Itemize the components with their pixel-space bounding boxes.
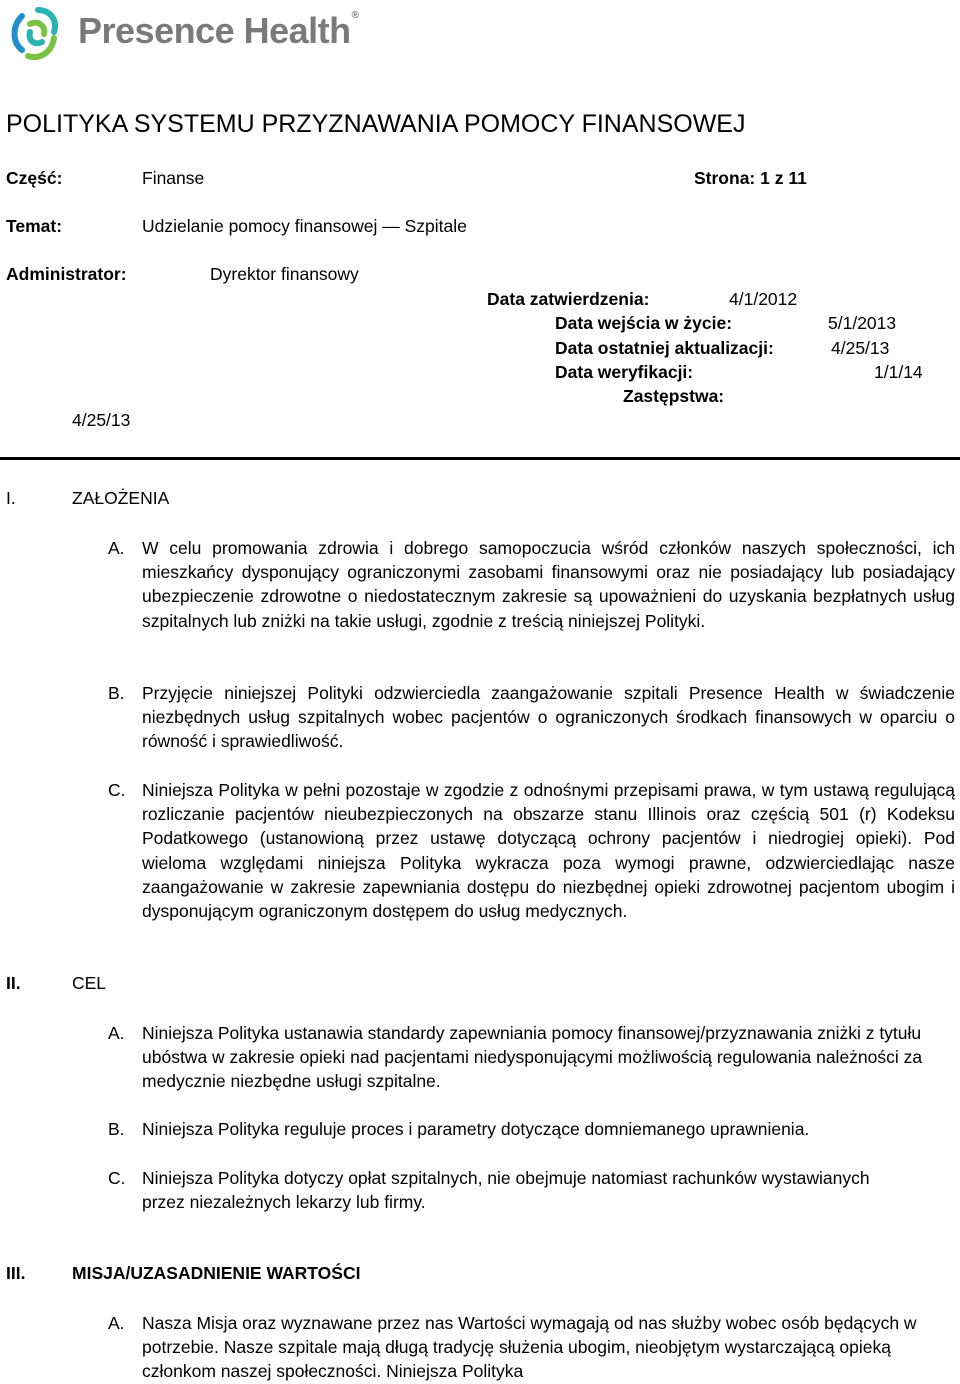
section-1-item-b (108, 681, 955, 754)
admin-value: Dyrektor finansowy (210, 264, 359, 284)
item-letter: C. (108, 1168, 126, 1188)
effective-date-value: 5/1/2013 (828, 313, 897, 333)
section-3-heading: MISJA/UZASADNIENIE WARTOŚCI (72, 1263, 361, 1283)
supersedes-value: 4/25/13 (72, 410, 131, 430)
part-value: Finanse (142, 168, 205, 188)
page-indicator: Strona: 1 z 11 (694, 168, 807, 188)
item-letter: A. (108, 538, 125, 558)
admin-label: Administrator: (6, 264, 127, 284)
section-1-heading: ZAŁOŻENIA (72, 488, 170, 508)
section-1-item-a (108, 536, 955, 633)
verified-date-value: 1/1/14 (874, 362, 923, 382)
approval-date-value: 4/1/2012 (729, 289, 798, 309)
item-letter: C. (108, 780, 126, 800)
item-letter: A. (108, 1313, 125, 1333)
verified-date-label: Data weryfikacji: (555, 362, 694, 382)
section-2-item-c (108, 1166, 955, 1214)
topic-label: Temat: (6, 216, 63, 236)
header-divider (0, 457, 960, 460)
item-text: Przyjęcie niniejszej Polityki odzwierciedla zaangażowanie szpitali Presence Health w świadczenie niezbędnych usług szpitalnych wobec pacjentów o ograniczonych środkach finansowych w oparciu o równość i sprawiedliwość. (142, 683, 955, 752)
item-letter: B. (108, 1119, 125, 1139)
item-text: Niniejsza Polityka w pełni pozostaje w zgodzie z odnośnymi przepisami prawa, w tym ustawą regulującą rozliczanie pacjentów nieubezpieczonych na obszarze stanu Illinois oraz częścią 501 (r) Kodeksu Podatkowego (ustanowioną przez ustawę dotyczącą ochrony pacjentów i niedrogiej opieki). Pod wieloma względami niniejsza Polityka wykracza poza wymogi prawne, odzwierciedlając nasze zaangażowanie w zakresie zapewniania dostępu do niezbędnej opieki zdrowotnej pacjentom ubogim i dysponującym ograniczonym dostępem do usług medycznych. (142, 780, 955, 922)
section-1-item-c (108, 778, 955, 923)
document-title: POLITYKA SYSTEMU PRZYZNAWANIA POMOCY FINANSOWEJ (6, 110, 746, 138)
section-3-item-a (108, 1311, 955, 1384)
topic-value: Udzielanie pomocy finansowej — Szpitale (142, 216, 467, 236)
updated-date-label: Data ostatniej aktualizacji: (555, 338, 774, 358)
section-2-heading: CEL (72, 973, 107, 993)
item-text: Niniejsza Polityka dotyczy opłat szpitalnych, nie obejmuje natomiast rachunków wystawianych przez niezależnych lekarzy lub firmy. (142, 1168, 870, 1213)
item-text: Niniejsza Polityka ustanawia standardy zapewniania pomocy finansowej/przyznawania zniżki z tytułu ubóstwa w zakresie opieki nad pacjentami niedysponującymi możliwością regulowania należności za medycznie niezbędne usługi szpitalne. (142, 1023, 923, 1092)
section-1-number: I. (6, 488, 16, 508)
effective-date-label: Data wejścia w życie: (555, 313, 733, 333)
item-text: W celu promowania zdrowia i dobrego samopoczucia wśród członków naszych społeczności, ich mieszkańcy dysponujący ograniczonymi zasobami finansowymi oraz nie posiadający lub posiadający ubezpieczenie zdrowotne o niedostatecznym zakresie są upoważnieni do uzyskania bezpłatnych usług szpitalnych lub zniżki na takie usługi, zgodnie z treścią niniejszej Polityki. (142, 538, 955, 631)
presence-health-logo (6, 2, 376, 66)
supersedes-label: Zastępstwa: (623, 386, 725, 406)
section-2-item-b (108, 1117, 955, 1141)
item-text: Nasza Misja oraz wyznawane przez nas Wartości wymagają od nas służby wobec osób będących w potrzebie. Nasze szpitale mają długą tradycję służenia ubogim, nieobjętym wystarczającą opieką członkom naszej społeczności. Niniejsza Polityka (142, 1313, 917, 1382)
presence-health-logo-icon (6, 2, 70, 66)
item-text: Niniejsza Polityka reguluje proces i parametry dotyczące domniemanego uprawnienia. (142, 1119, 810, 1139)
section-2-number: II. (6, 973, 21, 993)
logo-wordmark: Presence Health® (78, 10, 359, 51)
section-3-number: III. (6, 1263, 26, 1283)
item-letter: B. (108, 683, 125, 703)
section-2-item-a (108, 1021, 955, 1094)
approval-date-label: Data zatwierdzenia: (487, 289, 650, 309)
updated-date-value: 4/25/13 (831, 338, 890, 358)
item-letter: A. (108, 1023, 125, 1043)
part-label: Część: (6, 168, 63, 188)
